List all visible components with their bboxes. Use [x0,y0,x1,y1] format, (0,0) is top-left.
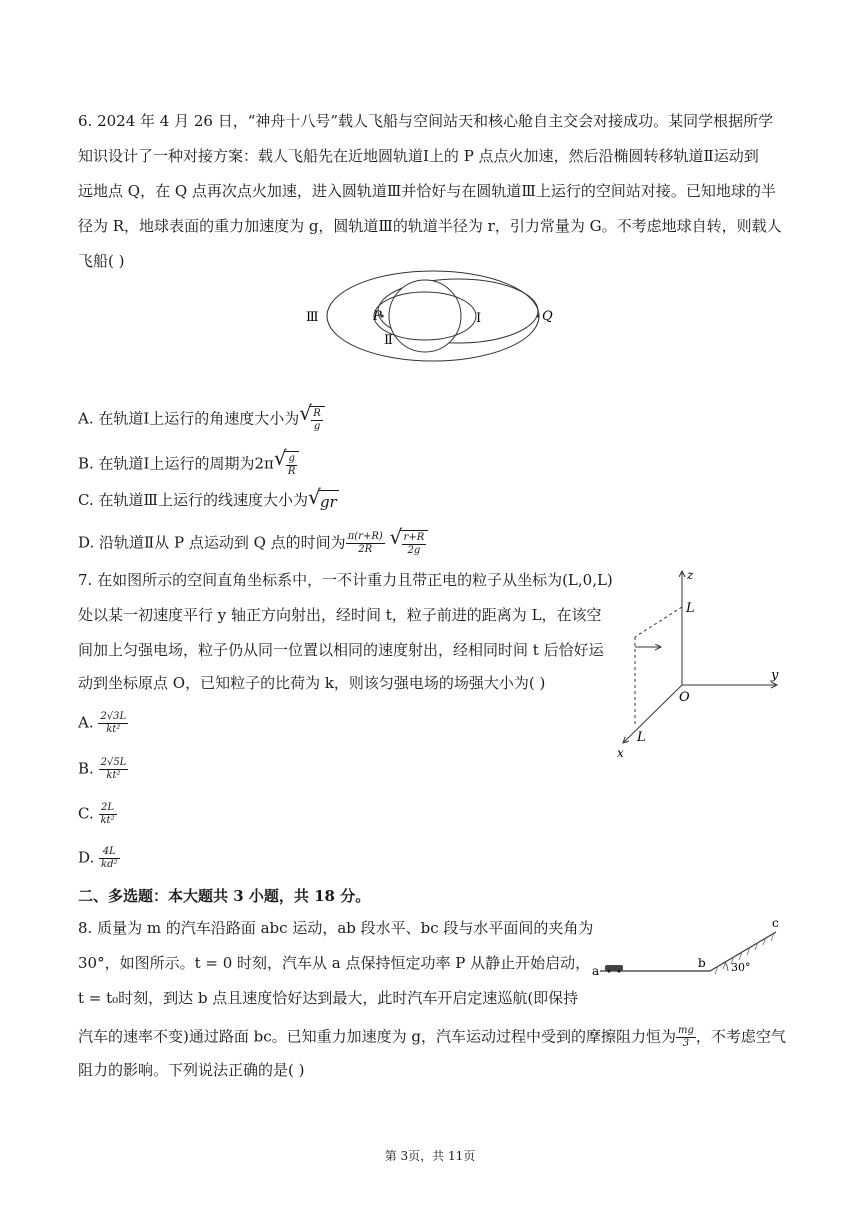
q7-option-c [78,802,117,827]
q6-line-2: 知识设计了一种对接方案：载人飞船先在近地圆轨道Ⅰ上的 P 点点火加速，然后沿椭圆转移轨道Ⅱ运动到 [78,147,759,165]
q6-line-3: 远地点 Q，在 Q 点再次点火加速，进入圆轨道Ⅲ并恰好与在圆轨道Ⅲ上运行的空间站对接。已知地球的半 [78,182,776,200]
q8-line-1: 8. 质量为 m 的汽车沿路面 abc 运动，ab 段水平、bc 段与水平面间的夹角为 [78,919,594,937]
frac-num: 2√5L [100,757,127,768]
frac-den: kd² [101,859,118,870]
option-label: B. [78,759,94,778]
section-heading: 二、多选题：本大题共 3 小题，共 18 分。 [78,887,371,905]
coordinate-diagram [605,565,805,765]
frac-num: π(r+R) [347,531,383,542]
q7-option-b [78,757,128,782]
dashed-diagonal [635,607,682,637]
angle-arc [725,962,728,971]
q8-line-4-tail: ，不考虑空气 [695,1027,786,1046]
q8-line-4 [78,1025,786,1050]
q6-option-d [78,530,428,557]
q8-line-4-text: 汽车的速率不变)通过路面 bc。已知重力加速度为 g，汽车运动过程中受到的摩擦阻力恒为 [78,1027,676,1046]
orbit-diagram [300,264,600,374]
label-o: O [679,690,690,705]
sqrt-sign [390,530,429,557]
sqrt-sign [308,490,339,512]
q7-option-a [78,711,128,736]
q6-option-a [78,406,325,433]
frac-den: 2g [407,545,421,556]
earth [389,280,461,352]
q7-line-3: 间加上匀强电场，粒子仍从同一位置以相同的速度射出，经相同时间 t 后恰好运 [78,641,604,659]
frac-num: 2L [99,802,117,815]
frac-den: g [313,421,321,432]
frac-num: 2√3L [100,711,127,722]
label-l-top: L [686,601,695,616]
label-y: y [771,668,779,683]
option-label: C. [78,804,94,823]
q6-line-4: 径为 R，地球表面的重力加速度为 g，圆轨道Ⅲ的轨道半径为 r，引力常量为 G。不考虑地球自转，则载人 [78,217,782,235]
q6-option-b-text: B. 在轨道Ⅰ上运行的周期为 [78,454,255,473]
label-c: c [772,916,779,930]
q7-line-2: 处以某一初速度平行 y 轴正方向射出，经时间 t，粒子前进的距离为 L，在该空 [78,606,602,624]
x-axis [623,685,682,743]
label-q: Q [542,309,553,324]
label-p: P [373,309,382,324]
frac-num: √ r+R [403,532,425,543]
label-l-bottom: L [637,730,646,745]
frac-den: R [287,466,296,477]
label-iii: Ⅲ [306,310,319,325]
road-diagram [588,915,788,985]
q7-line-1: 7. 在如图所示的空间直角坐标系中，一不计重力且带正电的粒子从坐标为(L,0,L) [78,571,613,589]
q8-line-5: 阻力的影响。下列说法正确的是( ) [78,1061,305,1079]
label-i: Ⅰ [476,311,482,326]
label-angle: 30° [731,961,751,974]
label-z: z [687,568,694,582]
q6-option-c [78,490,339,512]
coefficient: 2π [254,454,274,473]
label-x: x [617,746,624,760]
q7-option-d [78,846,120,871]
frac-den: 3 [682,1038,690,1049]
q6-option-c-text: C. 在轨道Ⅲ上运行的线速度大小为 [78,491,308,509]
label-b: b [698,956,706,970]
sqrt-sign [299,406,325,433]
page-footer: 第 3页，共 11页 [384,1149,476,1163]
frac-num: mg [678,1025,694,1036]
q8-line-2: 30°，如图所示。t = 0 时刻，汽车从 a 点保持恒定功率 P 从静止开始启动， [78,954,591,972]
frac-num: √ g [286,453,298,466]
radicand: gr [318,490,339,512]
frac-num: √ R [313,408,321,419]
frac-den: kt² [106,724,121,735]
frac-den: kt² [100,815,115,826]
label-ii: Ⅱ [384,333,393,348]
q8-line-3: t = t₀时刻，到达 b 点且速度恰好达到最大，此时汽车开启定速巡航(即保持 [78,989,579,1007]
frac-den: kt² [106,770,121,781]
frac-num: 4L [99,846,119,859]
sqrt-sign [274,451,300,478]
q7-line-4: 动到坐标原点 O，已知粒子的比荷为 k，则该匀强电场的场强大小为( ) [78,674,546,692]
q6-option-a-text: A. 在轨道Ⅰ上运行的角速度大小为 [78,409,300,428]
point-q [536,314,539,317]
option-label: D. [78,848,95,867]
q6-option-d-text: D. 沿轨道Ⅱ从 P 点运动到 Q 点的时间为 [78,533,346,552]
option-label: A. [78,713,94,732]
label-a: a [592,964,600,978]
frac-den: 2R [358,544,373,555]
q6-line-5: 飞船( ) [78,252,125,270]
fraction [346,531,385,556]
q6-option-b [78,451,299,478]
q6-line-1: 6. 2024 年 4 月 26 日，“神舟十八号”载人飞船与空间站天和核心舱自主交会对接成功。某同学根据所学 [78,112,774,130]
